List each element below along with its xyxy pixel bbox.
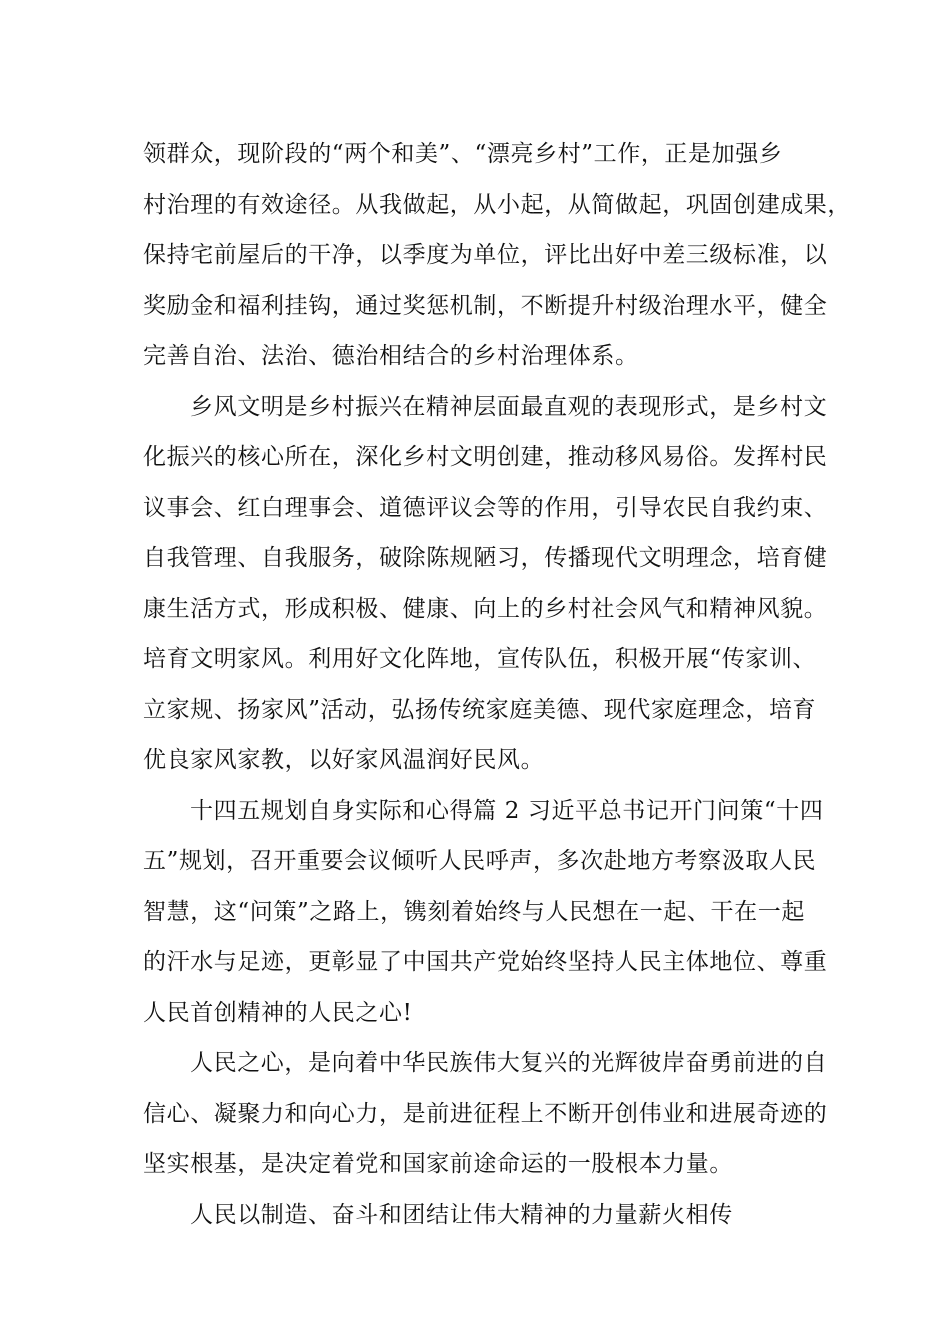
text-line: 领群众，现阶段的“两个和美”、“漂亮乡村”工作，正是加强乡 (143, 141, 783, 167)
text-line: 人民首创精神的人民之心! (143, 999, 413, 1026)
paragraph-5 (143, 1190, 823, 1241)
text-line: 智慧，这“问策”之路上，镌刻着始终与人民想在一起、干在一起 (143, 898, 805, 925)
text-line: 人民之心，是向着中华民族伟大复兴的光辉彼岸奋勇前进的自 (190, 1050, 828, 1076)
text-line: 奖励金和福利挂钩，通过奖惩机制，不断提升村级治理水平，健全 (143, 292, 828, 319)
text-line: 优良家风家教，以好家风温润好民风。 (143, 747, 545, 773)
text-line: 立家规、扬家风”活动，弘扬传统家庭美德、现代家庭理念，培育 (143, 696, 817, 723)
text-line: 自我管理、自我服务，破除陈规陋习，传播现代文明理念，培育健 (143, 545, 828, 571)
text-line: 培育文明家风。利用好文化阵地，宣传队伍，积极开展“传家训、 (143, 646, 817, 672)
text-line: 的汗水与足迹，更彰显了中国共产党始终坚持人民主体地位、尊重 (143, 949, 828, 975)
paragraph-3 (143, 786, 828, 1039)
text-line: 康生活方式，形成积极、健康、向上的乡村社会风气和精神风貌。 (143, 595, 828, 622)
text-line: 十四五规划自身实际和心得篇 2 习近平总书记开门问策“十四 (190, 797, 824, 824)
document-body (143, 129, 851, 1240)
text-line: 人民以制造、奋斗和团结让伟大精神的力量薪火相传 (190, 1201, 733, 1228)
paragraph-4 (143, 1038, 828, 1190)
text-line: 化振兴的核心所在，深化乡村文明创建，推动移风易俗。发挥村民 (143, 444, 828, 470)
paragraph-2 (143, 382, 828, 786)
paragraph-1 (143, 129, 851, 382)
text-line: 保持宅前屋后的干净，以季度为单位，评比出好中差三级标准，以 (143, 242, 828, 268)
text-line: 乡风文明是乡村振兴在精神层面最直观的表现形式，是乡村文 (190, 393, 828, 420)
text-line: 信心、凝聚力和向心力，是前进征程上不断开创伟业和进展奇迹的 (143, 1100, 828, 1127)
text-line: 五”规划，召开重要会议倾听人民呼声，多次赴地方考察汲取人民 (143, 848, 817, 874)
text-line: 村治理的有效途径。从我做起，从小起，从简做起，巩固创建成果， (143, 191, 851, 218)
text-line: 议事会、红白理事会、道德评议会等的作用，引导农民自我约束、 (143, 494, 828, 521)
text-line: 完善自治、法治、德治相结合的乡村治理体系。 (143, 343, 639, 369)
text-line: 坚实根基，是决定着党和国家前途命运的一股根本力量。 (143, 1151, 733, 1177)
